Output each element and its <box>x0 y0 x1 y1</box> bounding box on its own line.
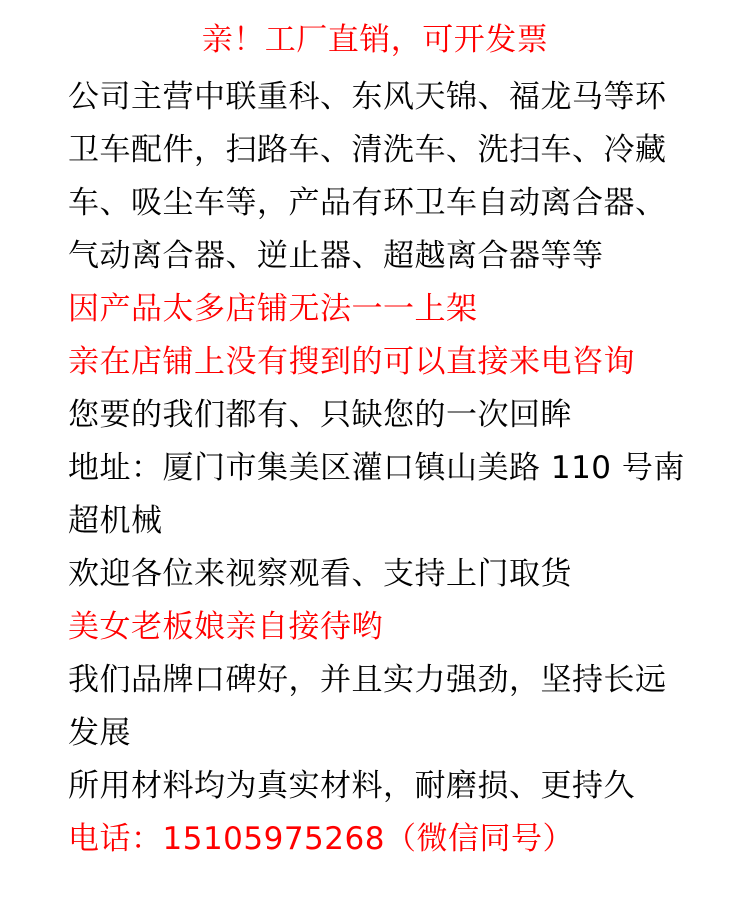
reception-note: 美女老板娘亲自接待哟 <box>68 609 383 645</box>
brand-reputation-line-2: 发展 <box>68 715 131 751</box>
address-line-2: 超机械 <box>68 503 163 539</box>
headline-factory-direct: 亲！工厂直销，可开发票 <box>201 22 549 58</box>
notice-too-many-products: 因产品太多店铺无法一一上架 <box>68 291 478 327</box>
business-scope-line-3: 车、吸尘车等，产品有环卫车自动离合器、 <box>68 185 667 221</box>
business-scope-line-2: 卫车配件，扫路车、清洗车、洗扫车、冷藏 <box>68 132 667 168</box>
address-line-1: 地址：厦门市集美区灌口镇山美路 110 号南 <box>68 450 685 486</box>
visit-welcome-line: 欢迎各位来视察观看、支持上门取货 <box>68 556 572 592</box>
business-scope-line-1: 公司主营中联重科、东风天锦、福龙马等环 <box>68 79 667 115</box>
notice-call-to-inquire: 亲在店铺上没有搜到的可以直接来电咨询 <box>68 344 635 380</box>
slogan-line: 您要的我们都有、只缺您的一次回眸 <box>68 397 572 433</box>
materials-line: 所用材料均为真实材料，耐磨损、更持久 <box>68 768 635 804</box>
brand-reputation-line-1: 我们品牌口碑好，并且实力强劲，坚持长远 <box>68 662 667 698</box>
business-scope-line-4: 气动离合器、逆止器、超越离合器等等 <box>68 238 604 274</box>
phone-contact: 电话：15105975268（微信同号） <box>68 821 574 857</box>
